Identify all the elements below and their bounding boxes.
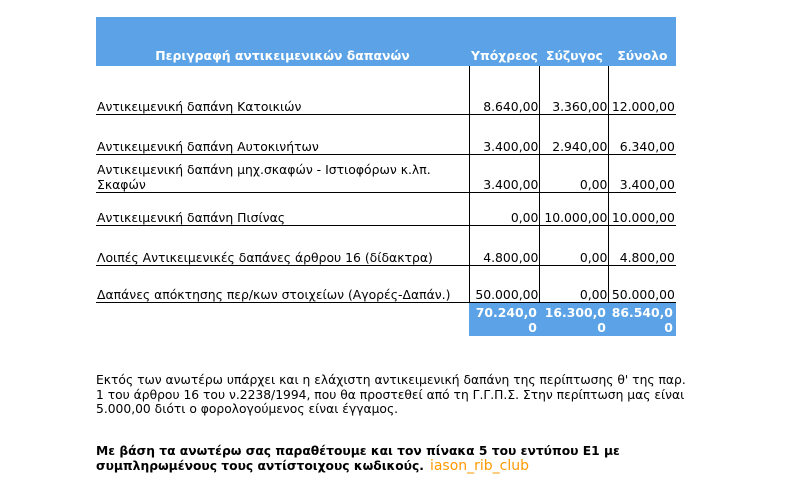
table-row	[96, 192, 676, 225]
row-taxpayer-value: 3.400,00	[469, 114, 540, 154]
header-total: Σύνολο	[609, 17, 676, 66]
totals-spacer	[96, 302, 469, 336]
table-row	[96, 154, 676, 192]
row-spouse-value: 0,00	[540, 154, 609, 192]
row-total-value: 4.800,00	[609, 225, 676, 265]
row-total-value: 3.400,00	[609, 154, 676, 192]
conclusion-text: Με βάση τα ανωτέρω σας παραθέτουμε και τον πίνακα 5 του εντύπου Ε1 με συμπληρωμένους τους αντίστοιχους κωδικούς.	[96, 444, 620, 473]
row-taxpayer-value: 50.000,00	[469, 265, 540, 302]
totals-row	[96, 302, 676, 336]
club-tag: iason_rib_club	[429, 458, 530, 474]
row-total-value: 10.000,00	[609, 192, 676, 225]
row-spouse-value: 0,00	[540, 225, 609, 265]
row-description: Αντικειμενική δαπάνη Αυτοκινήτων	[96, 114, 469, 154]
row-taxpayer-value: 3.400,00	[469, 154, 540, 192]
row-taxpayer-value: 0,00	[469, 192, 540, 225]
header-spouse: Σύζυγος	[540, 17, 609, 66]
row-total-value: 12.000,00	[609, 66, 676, 114]
table-row	[96, 66, 676, 114]
row-spouse-value: 3.360,00	[540, 66, 609, 114]
table-row	[96, 114, 676, 154]
minimum-expense-note: Εκτός των ανωτέρω υπάρχει και η ελάχιστη αντικειμενική δαπάνη της περίπτωσης θ' της παρ. 1 του άρθρου 16 του ν.2238/1994, που θα προστεθεί από τη Γ.Γ.Π.Σ. Στην περίπτωση μας είναι 5.000,00 διότι ο φορολογούμενος είναι έγγαμος.	[96, 373, 686, 416]
table-row	[96, 265, 676, 302]
total-spouse-value: 16.300,00	[540, 302, 609, 336]
total-total-value: 86.540,00	[609, 302, 676, 336]
expenses-table-wrapper	[96, 17, 676, 336]
row-taxpayer-value: 8.640,00	[469, 66, 540, 114]
row-spouse-value: 2.940,00	[540, 114, 609, 154]
objective-expenses-table	[96, 17, 676, 336]
header-description: Περιγραφή αντικειμενικών δαπανών	[96, 17, 469, 66]
table-header-row	[96, 17, 676, 66]
total-taxpayer-value: 70.240,00	[469, 302, 540, 336]
row-description: Αντικειμενική δαπάνη μηχ.σκαφών - Ιστιοφόρων κ.λπ. Σκαφών	[96, 154, 469, 192]
row-description: Αντικειμενική δαπάνη Πισίνας	[96, 192, 469, 225]
row-description: Δαπάνες απόκτησης περ/κων στοιχείων (Αγορές-Δαπάν.)	[96, 265, 469, 302]
row-spouse-value: 10.000,00	[540, 192, 609, 225]
row-total-value: 50.000,00	[609, 265, 676, 302]
row-description: Αντικειμενική δαπάνη Κατοικιών	[96, 66, 469, 114]
row-taxpayer-value: 4.800,00	[469, 225, 540, 265]
header-taxpayer: Υπόχρεος	[469, 17, 540, 66]
row-spouse-value: 0,00	[540, 265, 609, 302]
conclusion-paragraph	[96, 444, 736, 474]
row-total-value: 6.340,00	[609, 114, 676, 154]
row-description: Λοιπές Αντικειμενικές δαπάνες άρθρου 16 (δίδακτρα)	[96, 225, 469, 265]
table-row	[96, 225, 676, 265]
